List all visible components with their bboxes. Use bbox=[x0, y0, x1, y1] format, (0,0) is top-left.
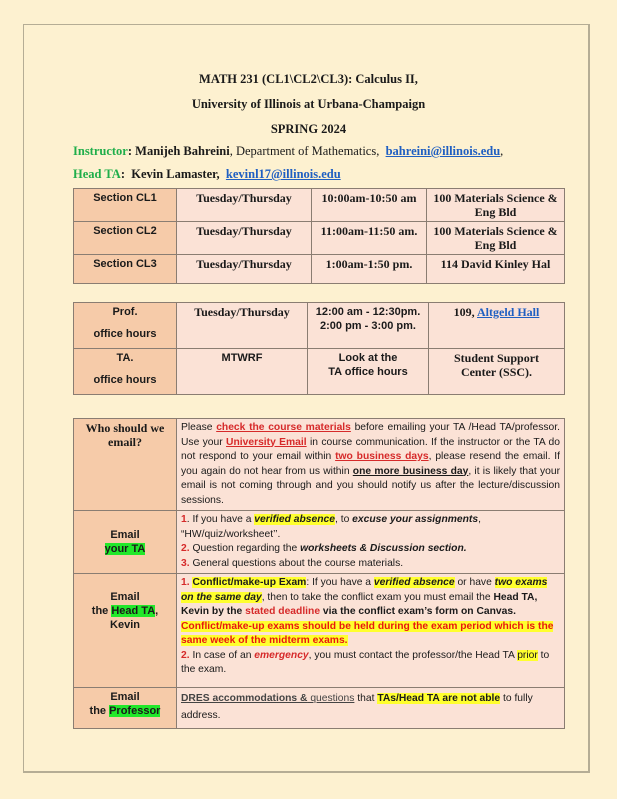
table-row bbox=[74, 419, 565, 511]
instructor-line: Instructor: Manijeh Bahreini, Department of Mathematics, bahreini@illinois.edu, bbox=[73, 144, 504, 158]
email-headta-label: Email the Head TA, Kevin bbox=[74, 574, 177, 688]
table-row bbox=[74, 222, 565, 255]
days-cell: Tuesday/Thursday bbox=[177, 189, 312, 222]
email-professor-label: Email the Professor bbox=[74, 688, 177, 729]
university-name: University of Illinois at Urbana-Champaign bbox=[191, 97, 426, 111]
headta-name: Kevin Lamaster, bbox=[131, 167, 220, 181]
instructor-label: Instructor bbox=[73, 144, 128, 158]
time-cell: 10:00am-10:50 am bbox=[312, 189, 427, 222]
table-row bbox=[74, 349, 565, 395]
section-cell: Section CL2 bbox=[74, 222, 177, 255]
table-row bbox=[74, 303, 565, 349]
who-to-email-text: Please check the course materials before emailing your TA /Head TA/professor. Use your University Email in course communication. If the instructor or the TA do not respond to your email within two business days, please resend the email. If you again do not hear from us within one more business day, it is likely that your email is not coming through and you should notify us after the lecture/discussion sessions. bbox=[177, 419, 565, 511]
section-cell: Section CL1 bbox=[74, 189, 177, 222]
ta-office-hours-label: TA. office hours bbox=[74, 349, 177, 395]
ta-times: Look at the TA office hours bbox=[308, 349, 429, 395]
table-row bbox=[74, 189, 565, 222]
table-row bbox=[74, 255, 565, 284]
email-headta-text: 1. Conflict/make-up Exam: If you have a verified absence or have two exams on the same day, then to take the conflict exam you must email the Head TA, Kevin by the stated deadline via the conflict exam’s form on Canvas. Conflict/make-up exams should be held during the exam period which is the same week of the midterm exams. 2. In case of an emergency, you must contact the professor/the Head TA prior to the exam. bbox=[177, 574, 565, 688]
who-to-email-label: Who should we email? bbox=[74, 419, 177, 511]
email-ta-text: 1. If you have a verified absence, to excuse your assignments, “HW/quiz/worksheet’’. 2. Question regarding the worksheets & Discussion section. 3. General questions about the course materials. bbox=[177, 511, 565, 574]
table-row bbox=[74, 511, 565, 574]
prof-office-hours-label: Prof. office hours bbox=[74, 303, 177, 349]
conflict-exam-warning: Conflict/make-up exams should be held during the exam period which is the same week of the midterm exams. bbox=[181, 620, 554, 646]
location-cell: 114 David Kinley Hal bbox=[427, 255, 565, 284]
instructor-name: Manijeh Bahreini bbox=[135, 144, 230, 158]
instructor-dept: , Department of Mathematics, bbox=[229, 144, 380, 158]
time-cell: 1:00am-1:50 pm. bbox=[312, 255, 427, 284]
headta-line: Head TA: Kevin Lamaster, kevinl17@illinois.edu bbox=[73, 167, 341, 181]
course-title: MATH 231 (CL1\CL2\CL3): Calculus II, bbox=[199, 72, 418, 86]
term: SPRING 2024 bbox=[270, 122, 347, 136]
office-hours-table bbox=[73, 302, 565, 395]
table-row bbox=[74, 574, 565, 688]
location-cell: 100 Materials Science & Eng Bld bbox=[427, 222, 565, 255]
location-cell: 100 Materials Science & Eng Bld bbox=[427, 189, 565, 222]
section-cell: Section CL3 bbox=[74, 255, 177, 284]
time-cell: 11:00am-11:50 am. bbox=[312, 222, 427, 255]
prof-days: Tuesday/Thursday bbox=[177, 303, 308, 349]
days-cell: Tuesday/Thursday bbox=[177, 222, 312, 255]
email-guidance-table bbox=[73, 418, 565, 729]
ta-location: Student Support Center (SSC). bbox=[429, 349, 565, 395]
table-row bbox=[74, 688, 565, 729]
headta-label: Head TA bbox=[73, 167, 121, 181]
email-professor-text: DRES accommodations & questions that TAs/Head TA are not able to fully address. bbox=[177, 688, 565, 729]
altgeld-hall-link[interactable]: Altgeld Hall bbox=[477, 305, 540, 319]
ta-days: MTWRF bbox=[177, 349, 308, 395]
email-ta-label: Email your TA bbox=[74, 511, 177, 574]
instructor-email-link[interactable]: bahreini@illinois.edu bbox=[385, 144, 501, 158]
headta-email-link[interactable]: kevinl17@illinois.edu bbox=[225, 167, 341, 181]
days-cell: Tuesday/Thursday bbox=[177, 255, 312, 284]
prof-location: 109, Altgeld Hall bbox=[429, 303, 565, 349]
prof-times: 12:00 am - 12:30pm. 2:00 pm - 3:00 pm. bbox=[308, 303, 429, 349]
sections-table bbox=[73, 188, 565, 284]
